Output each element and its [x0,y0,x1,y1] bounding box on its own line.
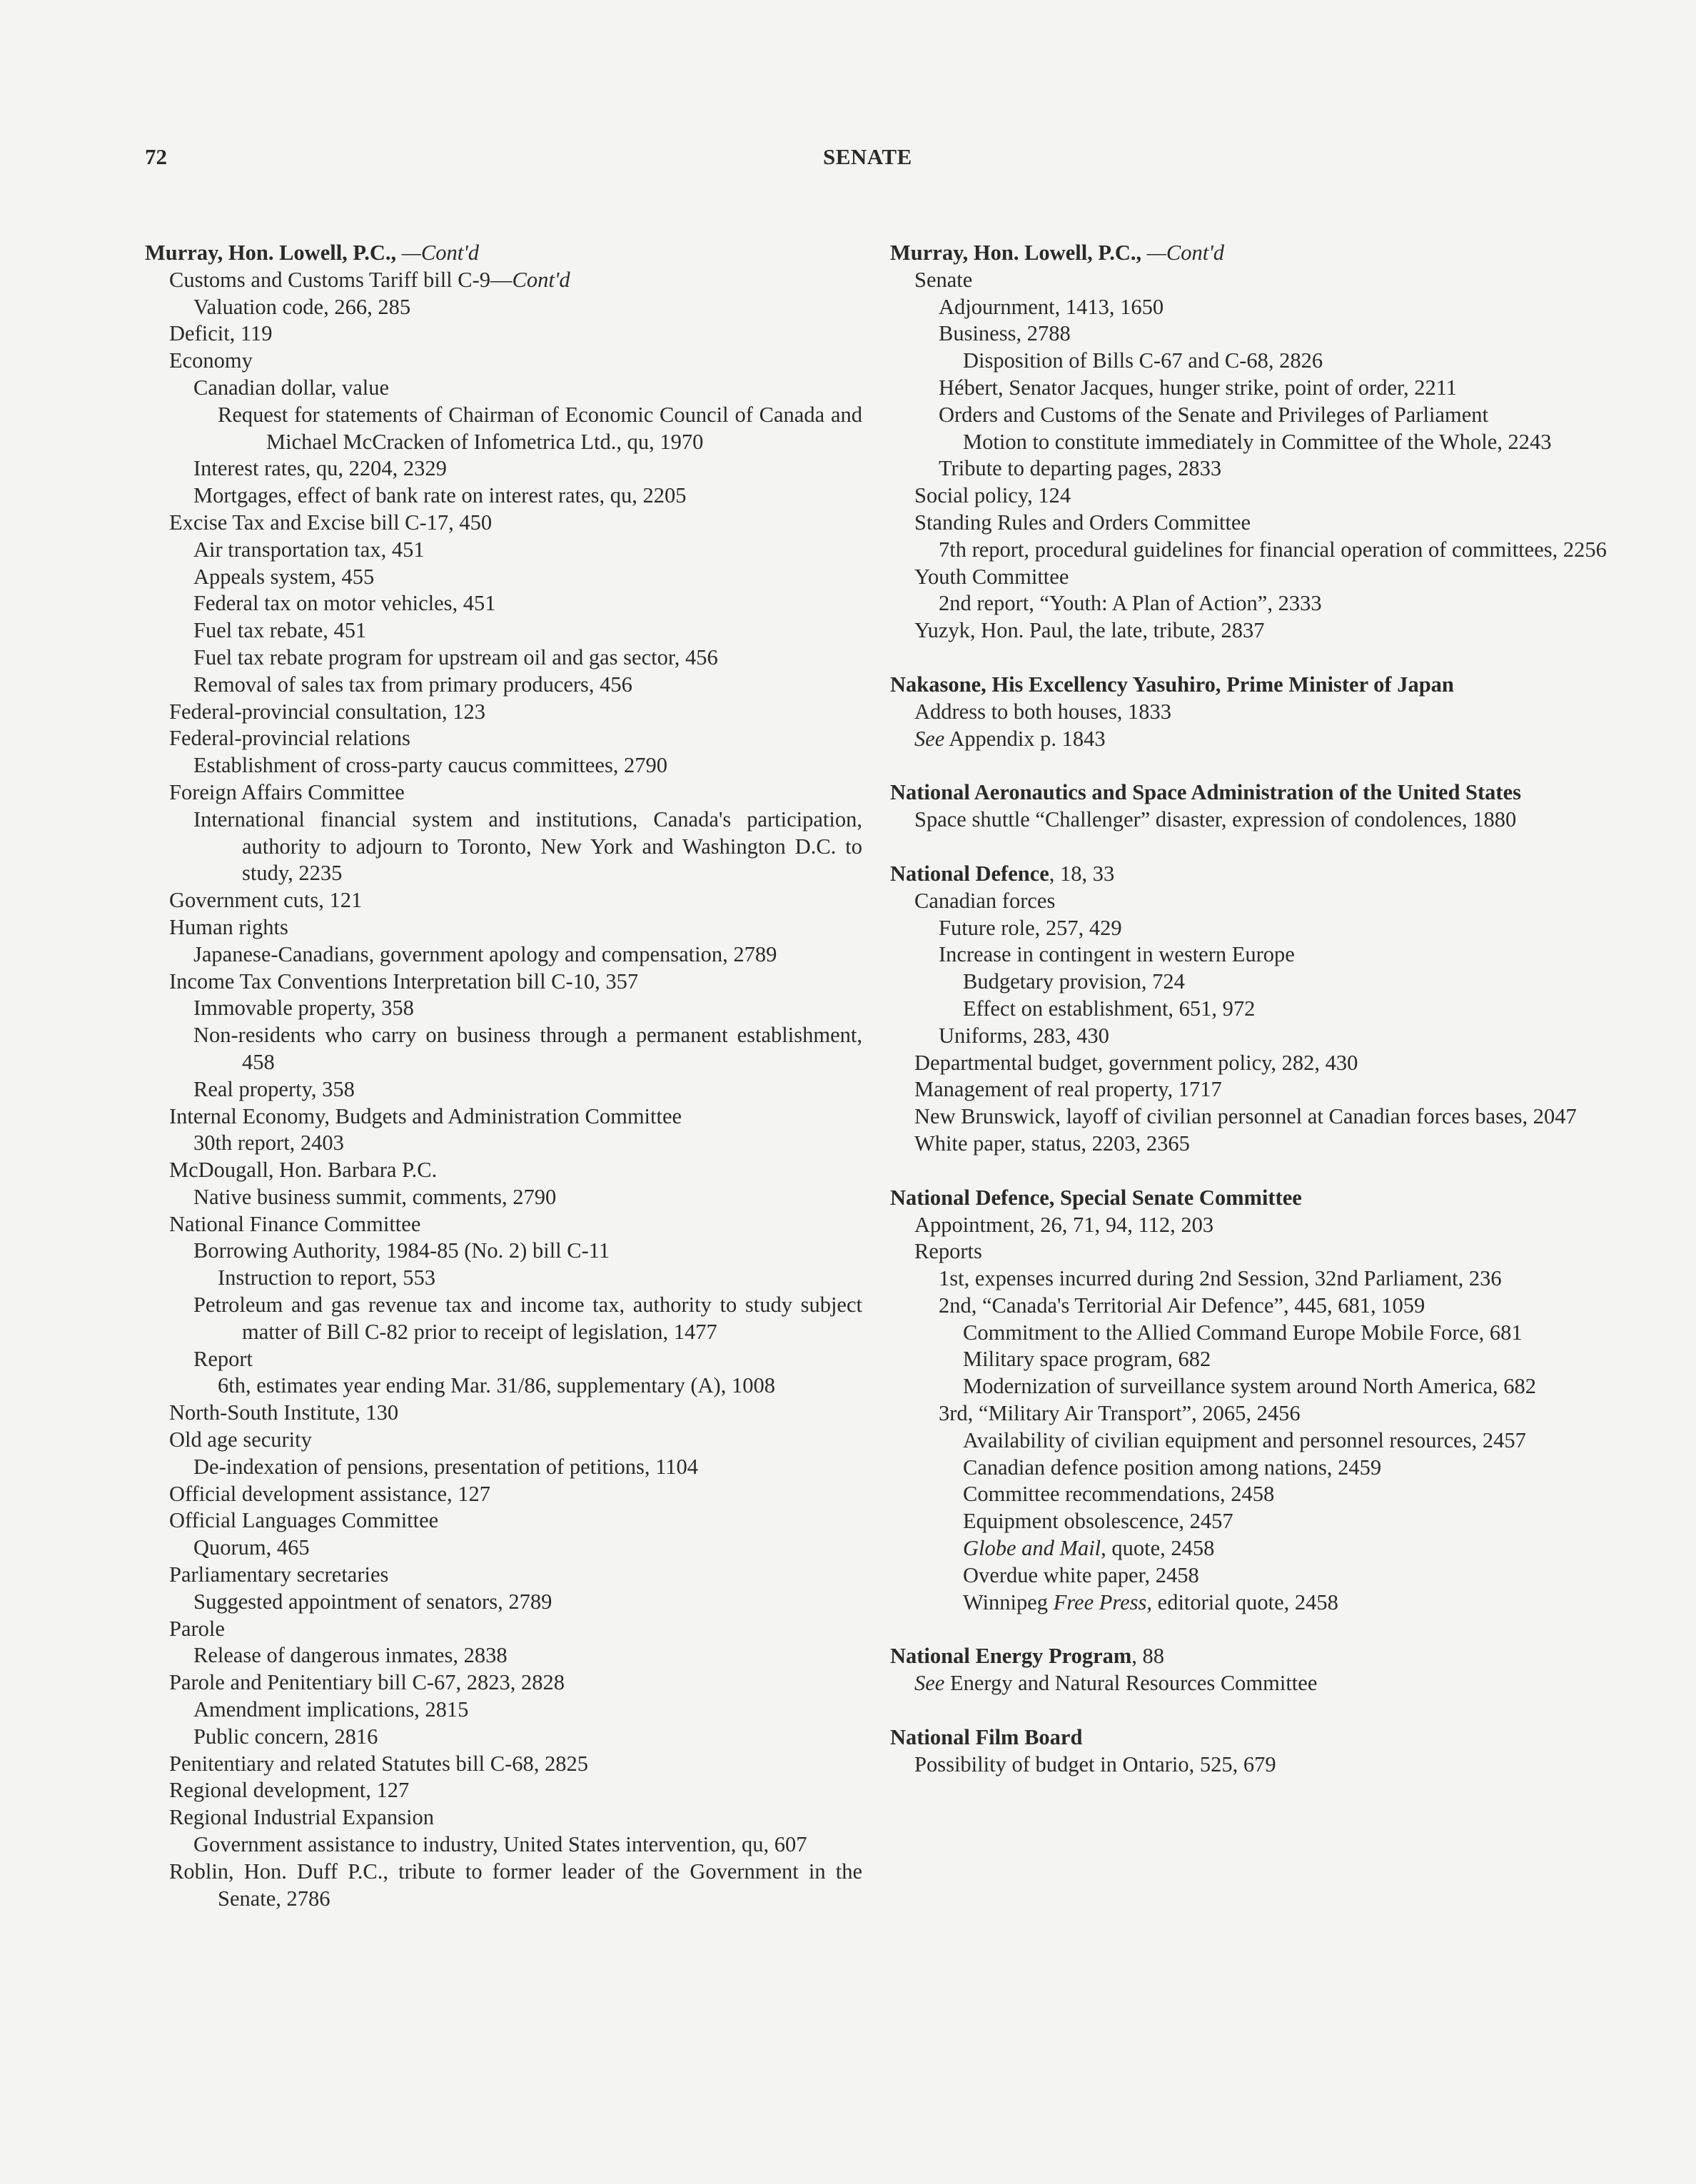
index-subentry: Possibility of budget in Ontario, 525, 679 [914,1751,1276,1776]
index-subentry: 3rd, “Military Air Transport”, 2065, 2456 [939,1401,1301,1426]
entry-gap [890,1697,1607,1724]
index-subentry: Standing Rules and Orders Committee [914,510,1251,535]
index-subentry: 2nd, “Canada's Territorial Air Defence”, 445, 681, 1059 [939,1293,1425,1318]
index-subentry: De-indexation of pensions, presentation of petitions, 1104 [193,1454,699,1479]
index-subentry: Increase in contingent in western Europe [939,942,1295,967]
index-heading: Murray, Hon. Lowell, P.C., —Cont'd [145,241,480,265]
page-number: 72 [145,144,167,169]
index-column-right [890,240,1607,1779]
entry-gap [890,752,1607,779]
index-subentry: National Finance Committee [169,1211,421,1236]
index-subentry: Government assistance to industry, United States intervention, qu, 607 [193,1832,807,1857]
entry-gap [890,1158,1607,1185]
index-subentry: Youth Committee [914,564,1069,589]
index-subentry: Committee recommendations, 2458 [963,1482,1275,1507]
index-subentry: Winnipeg Free Press, editorial quote, 2458 [963,1589,1338,1614]
index-subentry: Fuel tax rebate, 451 [193,618,367,643]
index-subentry: White paper, status, 2203, 2365 [914,1131,1190,1156]
index-subentry: Federal-provincial consultation, 123 [169,699,485,724]
index-subentry: Suggested appointment of senators, 2789 [193,1589,552,1614]
index-subentry: Public concern, 2816 [193,1724,378,1749]
index-heading: National Defence, Special Senate Committee [890,1185,1302,1210]
index-subentry: Hébert, Senator Jacques, hunger strike, point of order, 2211 [939,375,1458,400]
index-heading: National Defence, 18, 33 [890,861,1115,886]
index-subentry: Valuation code, 266, 285 [193,294,411,319]
index-subentry: Instruction to report, 553 [218,1265,435,1290]
index-subentry: 6th, estimates year ending Mar. 31/86, supplementary (A), 1008 [218,1373,775,1398]
index-subentry: Foreign Affairs Committee [169,779,405,804]
index-column-left [145,240,862,1912]
index-subentry: Modernization of surveillance system around North America, 682 [963,1374,1536,1399]
index-subentry: Parliamentary secretaries [169,1562,389,1587]
index-subentry: Economy [169,348,253,373]
index-heading: Murray, Hon. Lowell, P.C., —Cont'd [890,241,1225,265]
index-subentry: Military space program, 682 [963,1347,1211,1372]
index-subentry: Mortgages, effect of bank rate on interest rates, qu, 2205 [193,483,687,508]
running-head: SENATE [823,144,912,169]
entry-gap [890,644,1607,672]
index-subentry: Availability of civilian equipment and personnel resources, 2457 [963,1427,1526,1452]
index-subentry: Canadian dollar, value [193,375,390,400]
index-subentry: Request for statements of Chairman of Economic Council of Canada and Michael McCracken of Infometrica Ltd., qu, 1970 [218,402,862,454]
index-subentry: Report [193,1346,253,1371]
index-subentry: Appointment, 26, 71, 94, 112, 203 [914,1212,1214,1237]
index-subentry: Internal Economy, Budgets and Administration Committee [169,1103,682,1128]
index-subentry: Disposition of Bills C-67 and C-68, 2826 [963,348,1323,373]
index-subentry: Roblin, Hon. Duff P.C., tribute to former leader of the Government in the Senate, 2786 [169,1859,862,1911]
index-subentry: Old age security [169,1427,312,1452]
index-subentry: See Energy and Natural Resources Committee [914,1671,1318,1696]
index-subentry: Federal tax on motor vehicles, 451 [193,591,496,616]
index-subentry: Orders and Customs of the Senate and Privileges of Parliament [939,402,1488,427]
index-subentry: Address to both houses, 1833 [914,699,1172,724]
index-subentry: Native business summit, comments, 2790 [193,1184,557,1209]
index-subentry: Fuel tax rebate program for upstream oil and gas sector, 456 [193,644,718,669]
index-subentry: Removal of sales tax from primary producers, 456 [193,672,632,697]
index-subentry: Income Tax Conventions Interpretation bill C-10, 357 [169,969,639,994]
index-subentry: Amendment implications, 2815 [193,1697,469,1722]
index-subentry: Appeals system, 455 [193,564,375,589]
index-subentry: Immovable property, 358 [193,996,414,1021]
index-subentry: Human rights [169,914,288,939]
index-subentry: Management of real property, 1717 [914,1077,1222,1102]
index-subentry: Real property, 358 [193,1076,355,1101]
index-subentry: 1st, expenses incurred during 2nd Session, 32nd Parliament, 236 [939,1266,1502,1291]
index-heading: Nakasone, His Excellency Yasuhiro, Prime Minister of Japan [890,672,1454,697]
index-subentry: Effect on establishment, 651, 972 [963,996,1256,1021]
index-subentry: Penitentiary and related Statutes bill C-68, 2825 [169,1751,589,1776]
index-subentry: Globe and Mail, quote, 2458 [963,1536,1215,1561]
index-subentry: Release of dangerous inmates, 2838 [193,1643,508,1668]
index-subentry: 7th report, procedural guidelines for financial operation of committees, 2256 [939,537,1607,562]
index-heading: National Film Board [890,1725,1083,1750]
index-subentry: Borrowing Authority, 1984-85 (No. 2) bill C-11 [193,1238,610,1263]
index-subentry: Parole and Penitentiary bill C-67, 2823, 2828 [169,1670,565,1695]
index-subentry: Motion to constitute immediately in Committee of the Whole, 2243 [963,429,1552,454]
index-subentry: Reports [914,1239,982,1264]
index-subentry: Interest rates, qu, 2204, 2329 [193,456,447,481]
index-subentry: Tribute to departing pages, 2833 [939,456,1222,481]
index-subentry: Uniforms, 283, 430 [939,1023,1109,1048]
index-subentry: Quorum, 465 [193,1535,310,1560]
index-subentry: Departmental budget, government policy, 282, 430 [914,1050,1358,1075]
index-subentry: Non-residents who carry on business through a permanent establishment, 458 [193,1023,862,1074]
index-subentry: Petroleum and gas revenue tax and income tax, authority to study subject matter of Bill C-82 prior to receipt of legislation, 1477 [193,1293,862,1344]
index-subentry: Deficit, 119 [169,321,273,346]
index-subentry: Canadian defence position among nations, 2459 [963,1455,1382,1480]
index-subentry: Commitment to the Allied Command Europe Mobile Force, 681 [963,1320,1523,1345]
index-subentry: Senate [914,267,973,292]
index-subentry: Space shuttle “Challenger” disaster, expression of condolences, 1880 [914,807,1517,832]
index-subentry: Air transportation tax, 451 [193,537,425,562]
index-subentry: Regional development, 127 [169,1778,410,1803]
index-subentry: Yuzyk, Hon. Paul, the late, tribute, 2837 [914,618,1265,643]
entry-gap [890,834,1607,861]
index-subentry: Excise Tax and Excise bill C-17, 450 [169,510,493,535]
index-subentry: Canadian forces [914,888,1056,913]
index-subentry: New Brunswick, layoff of civilian personnel at Canadian forces bases, 2047 [914,1104,1577,1129]
index-subentry: North-South Institute, 130 [169,1400,399,1425]
index-subentry: Customs and Customs Tariff bill C-9—Cont'd [169,267,570,292]
index-heading: National Aeronautics and Space Administration of the United States [890,780,1521,805]
index-subentry: Official development assistance, 127 [169,1481,491,1506]
index-subentry: Parole [169,1616,225,1641]
index-subentry: International financial system and institutions, Canada's participation, authority to adjourn to Toronto, New York and Washington D.C. to study, 2235 [193,807,862,886]
index-subentry: Official Languages Committee [169,1508,439,1533]
index-subentry: Regional Industrial Expansion [169,1805,435,1830]
index-subentry: McDougall, Hon. Barbara P.C. [169,1158,438,1183]
index-subentry: Future role, 257, 429 [939,915,1122,940]
index-subentry: Establishment of cross-party caucus committees, 2790 [193,753,668,778]
index-subentry: Budgetary provision, 724 [963,969,1185,994]
entry-gap [890,1616,1607,1643]
index-subentry: Japanese-Canadians, government apology and compensation, 2789 [193,941,777,966]
index-subentry: Equipment obsolescence, 2457 [963,1509,1233,1534]
index-heading: National Energy Program, 88 [890,1644,1165,1669]
index-subentry: Business, 2788 [939,321,1071,346]
index-subentry: 30th report, 2403 [193,1131,344,1156]
index-subentry: Social policy, 124 [914,483,1071,508]
index-subentry: See Appendix p. 1843 [914,726,1106,751]
index-subentry: Government cuts, 121 [169,888,363,913]
index-subentry: Federal-provincial relations [169,726,410,751]
index-subentry: 2nd report, “Youth: A Plan of Action”, 2333 [939,591,1322,616]
index-subentry: Overdue white paper, 2458 [963,1562,1199,1587]
index-subentry: Adjournment, 1413, 1650 [939,294,1164,319]
